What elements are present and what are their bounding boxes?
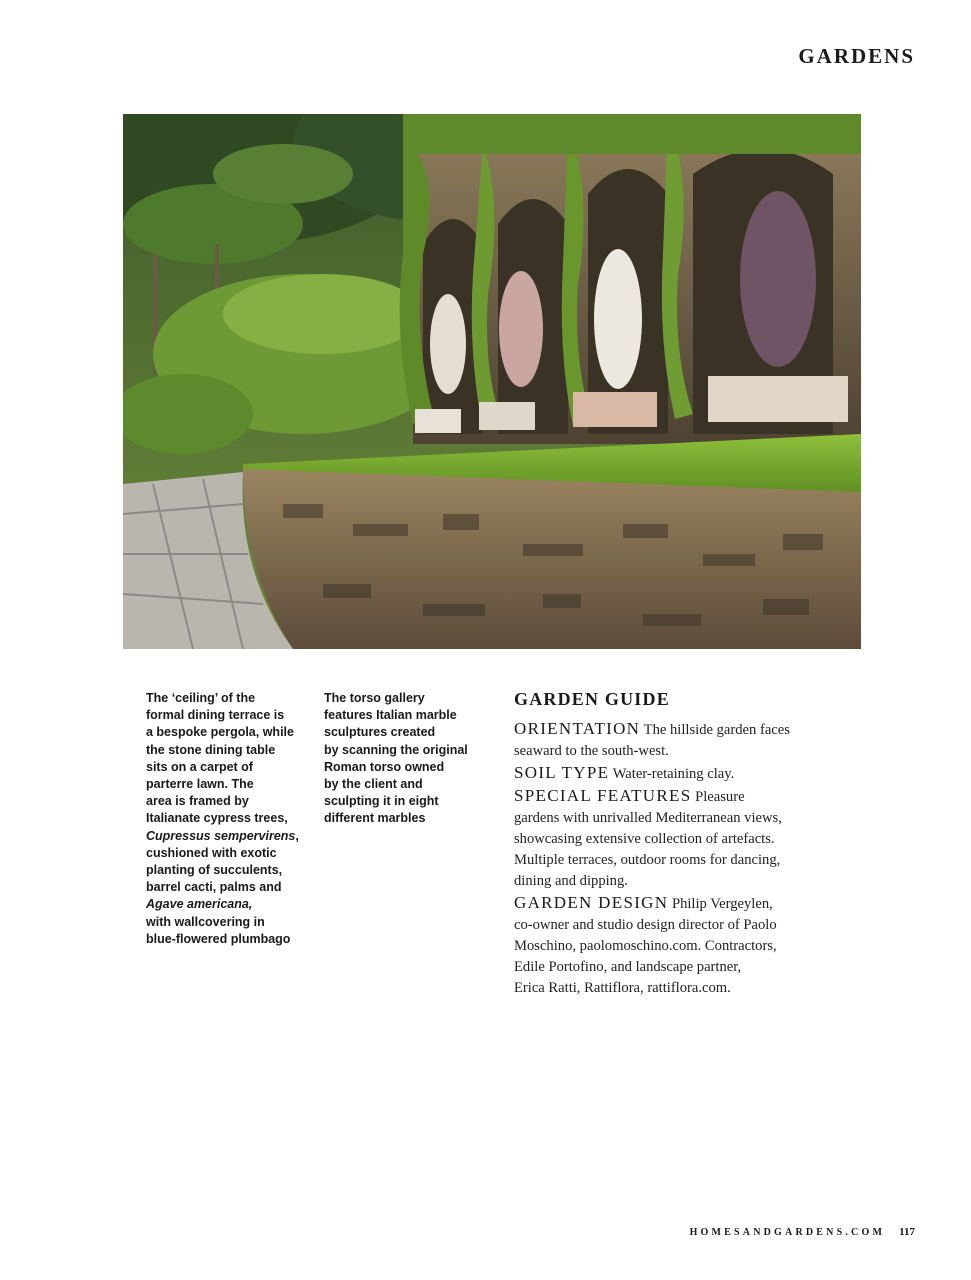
caption-line: sculptures created (324, 725, 436, 740)
caption-torso-gallery (324, 690, 484, 828)
caption-line: cushioned with exotic (146, 845, 277, 860)
section-title: GARDENS (798, 44, 915, 68)
site-url: HOMESANDGARDENS.COM (689, 1227, 886, 1238)
caption-dining-terrace (146, 690, 306, 948)
guide-text: seaward to the south-west. (514, 743, 669, 759)
caption-line: sits on a carpet of (146, 759, 253, 774)
caption-line: sculpting it in eight (324, 794, 439, 809)
caption-line: the stone dining table (146, 742, 276, 757)
guide-text: Edile Portofino, and landscape partner, (514, 959, 742, 975)
caption-line: features Italian marble (324, 708, 457, 723)
guide-text: gardens with unrivalled Mediterranean views, (514, 810, 782, 826)
guide-label: SPECIAL FEATURES (514, 786, 692, 805)
guide-text: Multiple terraces, outdoor rooms for dancing, (514, 852, 781, 868)
guide-text: Philip Vergeylen, (671, 896, 773, 912)
guide-text: Erica Ratti, Rattiflora, rattiflora.com. (514, 980, 731, 996)
guide-soil-type (514, 762, 834, 785)
caption-line: The ‘ceiling’ of the (146, 691, 256, 705)
caption-line: by the client and (324, 777, 423, 792)
guide-label: ORIENTATION (514, 719, 641, 738)
page-number: 117 (899, 1226, 915, 1238)
guide-garden-design (514, 892, 834, 999)
caption-line: blue-flowered plumbago (146, 931, 291, 946)
caption-line: area is framed by (146, 794, 249, 809)
caption-line: with wallcovering in (146, 914, 265, 929)
guide-text: co-owner and studio design director of Paolo (514, 917, 777, 933)
garden-photo-illustration (123, 114, 861, 649)
caption-line: Roman torso owned (324, 759, 445, 774)
guide-text: Moschino, paolomoschino.com. Contractors, (514, 938, 777, 954)
guide-orientation (514, 718, 834, 762)
caption-line: barrel cacti, palms and (146, 880, 282, 895)
species-name: Cupressus sempervirens (146, 828, 296, 843)
species-name: Agave americana, (146, 897, 253, 912)
guide-text: Pleasure (695, 789, 745, 805)
torso-gallery-photo (123, 114, 861, 649)
page-footer (690, 1226, 915, 1238)
caption-line (146, 828, 306, 845)
guide-text: showcasing extensive collection of artefacts. (514, 831, 775, 847)
caption-line: parterre lawn. The (146, 777, 254, 792)
guide-text: The hillside garden faces (643, 722, 790, 738)
garden-guide-title: GARDEN GUIDE (514, 689, 670, 709)
guide-label: SOIL TYPE (514, 763, 610, 782)
caption-line: planting of succulents, (146, 863, 283, 878)
caption-line: different marbles (324, 811, 426, 826)
caption-line: Italianate cypress trees, (146, 811, 288, 826)
caption-line (146, 896, 306, 913)
guide-text: Water-retaining clay. (612, 766, 735, 782)
caption-line: formal dining terrace is (146, 708, 285, 723)
caption-line: a bespoke pergola, while (146, 725, 294, 740)
guide-special-features (514, 785, 834, 892)
guide-text: dining and dipping. (514, 873, 628, 889)
caption-line: by scanning the original (324, 742, 468, 757)
garden-guide (514, 689, 834, 999)
caption-comma: , (295, 828, 299, 843)
guide-label: GARDEN DESIGN (514, 893, 669, 912)
caption-line: The torso gallery (324, 691, 425, 705)
